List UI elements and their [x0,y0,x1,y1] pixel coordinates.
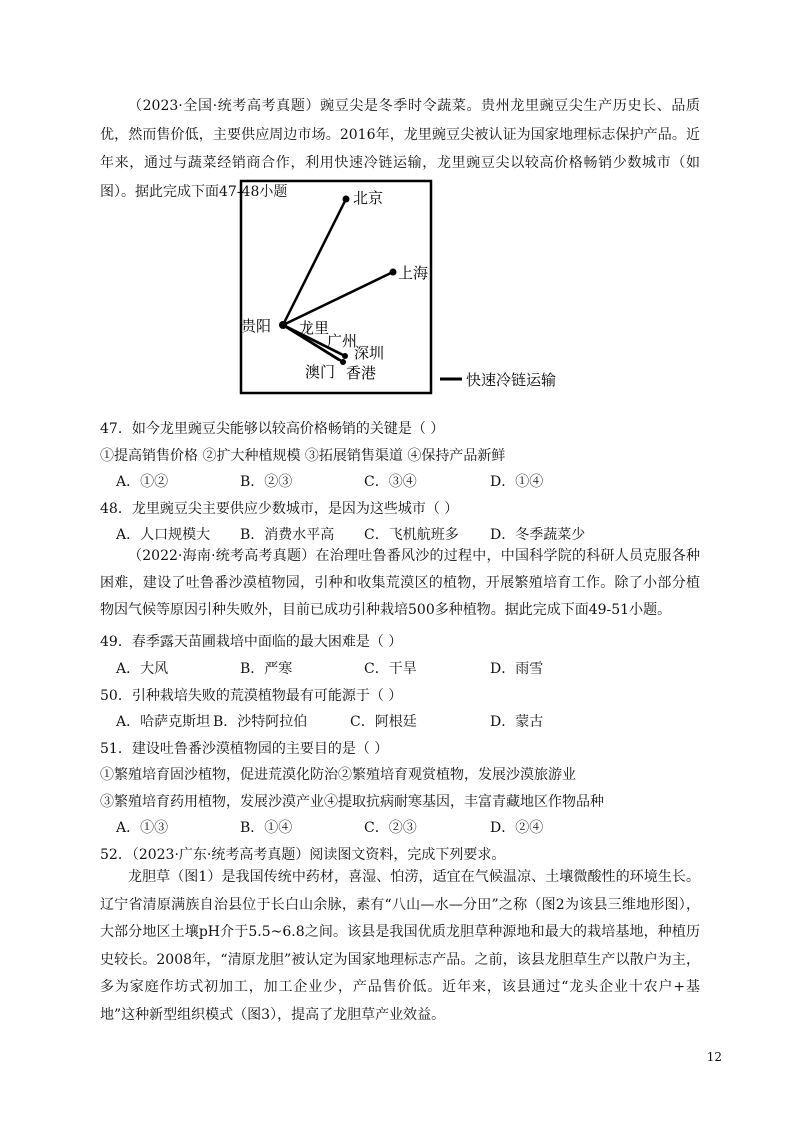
label-macau: 澳门 [305,363,336,381]
label-longli: 龙里 [299,319,330,337]
q49-option-a: A．大风 [116,661,169,677]
q52-stem: 52．（2023·广东·统考高考真题）阅读图文资料，完成下列要求。 [100,847,506,863]
q47-option-b: B．②③ [240,474,293,490]
city-dot-shenzhen [342,353,348,359]
q51-option-a: A．①③ [116,820,169,836]
city-dot-guiyang [279,321,287,329]
passage-49-51: （2022·海南·统考高考真题）在治理吐鲁番风沙的过程中，中国科学院的科研人员克服各种困难，建设了吐鲁番沙漠植物园，引种和收集荒漠区的植物，开展繁殖培育工作。除了小部分植物因气候等原因引种失败外，目前已成功引种栽培500多种植物。据此完成下面49-51小题。 [100,548,700,618]
city-dot-beijing [343,196,350,203]
cold-chain-map [235,178,595,403]
q50-stem: 50．引种栽培失败的荒漠植物最有可能源于（ ） [100,688,403,704]
q51-option-d: D．②④ [490,820,544,836]
map-frame [241,181,431,393]
q47-stem: 47．如今龙里豌豆尖能够以较高价格畅销的关键是（ ） [100,421,445,437]
label-shenzhen: 深圳 [354,344,385,362]
q51-item-1: ①繁殖培育固沙植物，促进荒漠化防治②繁殖培育观赏植物，发展沙漠旅游业 [100,767,576,783]
q51-option-b: B．①④ [240,820,293,836]
route-shanghai [283,272,393,325]
q49-option-d: D．雨雪 [490,661,544,677]
passage-47-48: （2023·全国·统考高考真题）豌豆尖是冬季时令蔬菜。贵州龙里豌豆尖生产历史长、品质优，然而售价低，主要供应周边市场。2016年，龙里豌豆尖被认证为国家地理标志保护产品。近年来，通过与蔬菜经销商合作，利用快速冷链运输，龙里豌豆尖以较高价格畅销少数城市（如图）。据此完成下面47-48小题 [100,98,700,200]
page-number: 12 [706,1050,722,1064]
city-dot-shanghai [390,269,397,276]
q51-option-c: C．②③ [364,820,417,836]
label-shanghai: 上海 [398,264,429,282]
legend-label: 快速冷链运输 [466,371,557,389]
q49-stem: 49．春季露天苗圃栽培中面临的最大困难是（ ） [100,634,403,650]
q50-option-d: D．蒙古 [490,714,544,730]
q51-stem: 51．建设吐鲁番沙漠植物园的主要目的是（ ） [100,741,389,757]
q47-option-c: C．③④ [364,474,417,490]
q47-items: ①提高销售价格 ②扩大种植规模 ③拓展销售渠道 ④保持产品新鲜 [100,448,506,464]
q48-option-b: B．消费水平高 [240,527,335,543]
q48-option-c: C．飞机航班多 [364,527,459,543]
q51-item-2: ③繁殖培育药用植物，发展沙漠产业④提取抗病耐寒基因，丰富青藏地区作物品种 [100,794,604,810]
q49-option-b: B．严寒 [240,661,293,677]
q47-option-a: A．①② [116,474,169,490]
q50-option-c: C．阿根廷 [350,714,417,730]
label-beijing: 北京 [353,189,384,207]
route-beijing [283,199,346,325]
q48-option-d: D．冬季蔬菜少 [490,527,586,543]
q47-option-d: D．①④ [490,474,544,490]
q52-body: 龙胆草（图1）是我国传统中药材，喜湿、怕涝，适宜在气候温凉、土壤微酸性的环境生长。辽宁省清原满族自治县位于长白山余脉，素有“八山—水—分田”之称（图2为该县三维地形图），大部分地区土壤pH介于5.5~6.8之间。该县是我国优质龙胆草种源地和最大的栽培基地，种植历史较长。2008年，“清原龙胆”被认定为国家地理标志产品。之前，该县龙胆草生产以散户为主，多为家庭作坊式初加工，加工企业少，产品售价低。近年来，该县通过“龙头企业十农户+基地”这种新型组织模式（图3），提高了龙胆草产业效益。 [100,869,700,1023]
q50-option-b: B．沙特阿拉伯 [213,714,308,730]
q49-option-c: C．干旱 [364,661,417,677]
q48-stem: 48．龙里豌豆尖主要供应少数城市，是因为这些城市（ ） [100,501,459,517]
label-guiyang: 贵阳 [241,317,272,335]
q50-option-a: A．哈萨克斯坦 [116,714,211,730]
label-guangzhou: 广州 [327,332,358,350]
q48-option-a: A．人口规模大 [116,527,211,543]
label-hongkong: 香港 [346,364,377,382]
